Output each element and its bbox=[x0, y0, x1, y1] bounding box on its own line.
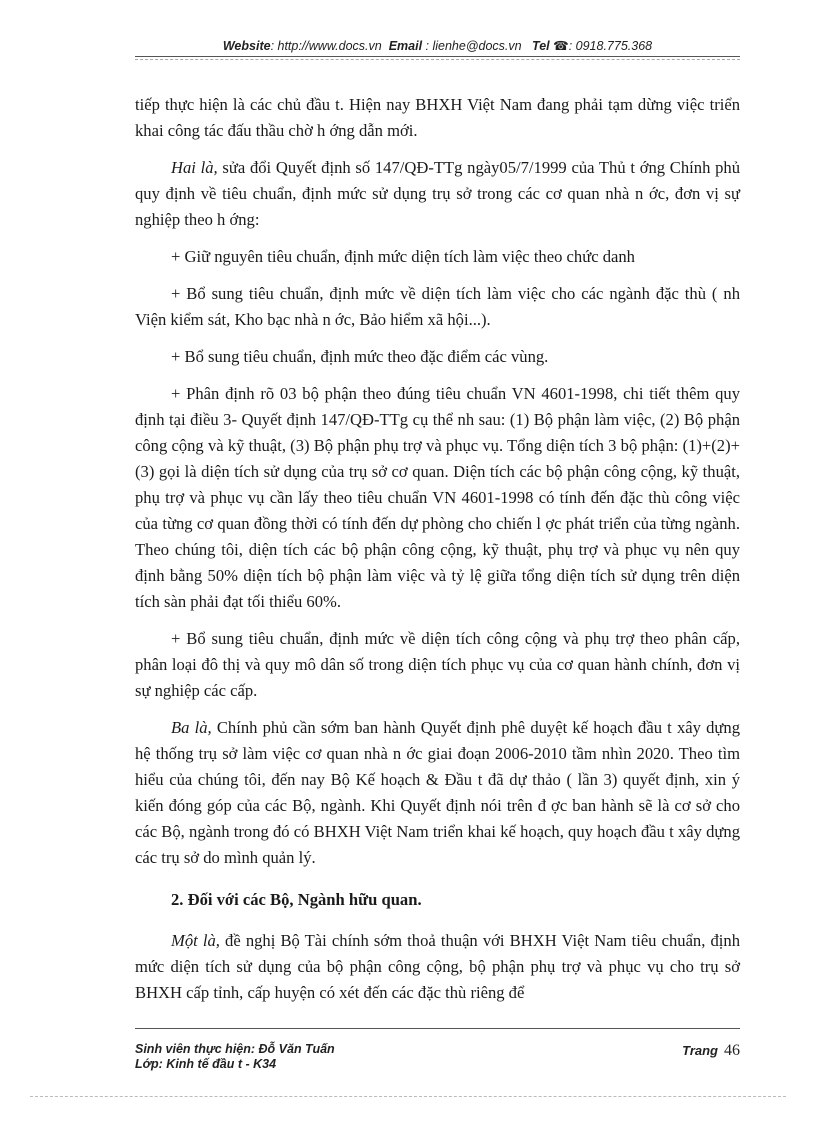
header-rule-dashed bbox=[135, 59, 740, 60]
paragraph-7: + Bổ sung tiêu chuẩn, định mức về diện tích công cộng và phụ trợ theo phân cấp, phân loại đô thị và quy mô dân số trong diện tích phục vụ của cơ quan hành chính, đơn vị sự nghiệp các cấp. bbox=[135, 629, 740, 700]
page-header bbox=[135, 38, 740, 58]
section-heading: 2. Đối với các Bộ, Ngành hữu quan. bbox=[171, 890, 422, 909]
paragraph-2-lead: Hai là, bbox=[171, 158, 218, 177]
paragraph-9-lead: Một là, bbox=[171, 931, 220, 950]
paragraph-6: + Phân định rõ 03 bộ phận theo đúng tiêu chuẩn VN 4601-1998, chi tiết thêm quy định tại điều 3- Quyết định 147/QĐ-TTg cụ thể nh sau: (1) Bộ phận làm việc, (2) Bộ phận công cộng và kỹ thuật, (3) Bộ phận phụ trợ và phục vụ. Tổng diện tích 3 bộ phận: (1)+(2)+(3) gọi là diện tích sử dụng của trụ sở cơ quan. Diện tích các bộ phận công cộng, kỹ thuật, phụ trợ và phục vụ cần lấy theo tiêu chuẩn VN 4601-1998 có tính đến đặc thù công việc của từng cơ quan đồng thời có tính đến dự phòng cho chiến l ợc phát triển của từng ngành. Theo chúng tôi, diện tích các bộ phận công cộng, kỹ thuật, phụ trợ và phục vụ nên quy định bằng 50% diện tích bộ phận làm việc và tỷ lệ giữa tổng diện tích sử dụng trên diện tích sàn phải đạt tối thiểu 60%. bbox=[135, 384, 740, 611]
tel-label: Tel bbox=[532, 39, 550, 53]
page-label: Trang bbox=[682, 1043, 718, 1058]
page-number-box bbox=[600, 1042, 740, 1060]
page-bottom-rule bbox=[30, 1096, 786, 1097]
paragraph-8-lead: Ba là, bbox=[171, 718, 212, 737]
footer-rule bbox=[135, 1028, 740, 1029]
paragraph-9-text: đề nghị Bộ Tài chính sớm thoả thuận với BHXH Việt Nam tiêu chuẩn, định mức diện tích sử dụng của bộ phận công cộng, bộ phận phụ trợ và phục vụ cho trụ sở BHXH cấp tỉnh, cấp huyện có xét đến các đặc thù riêng để bbox=[135, 931, 741, 1002]
paragraph-1: tiếp thực hiện là các chủ đầu t. Hiện nay BHXH Việt Nam đang phải tạm dừng việc triển khai công tác đấu thầu chờ h ớng dẫn mới. bbox=[135, 95, 740, 140]
website-value: : http://www.docs.vn bbox=[270, 39, 382, 53]
paragraph-9 bbox=[135, 928, 740, 1006]
paragraph-2-text: sửa đổi Quyết định số 147/QĐ-TTg ngày05/7/1999 của Thủ t ớng Chính phủ quy định về tiêu chuẩn, định mức sử dụng trụ sở trong các cơ quan nhà n ớc, đơn vị sự nghiệp theo h ớng: bbox=[135, 158, 740, 229]
page-footer-info bbox=[135, 1042, 555, 1072]
email-label: Email bbox=[388, 39, 423, 53]
paragraph-5: + Bổ sung tiêu chuẩn, định mức theo đặc điểm các vùng. bbox=[171, 347, 549, 366]
tel-value: : 0918.775.368 bbox=[568, 39, 653, 53]
paragraph-8-text: Chính phủ cần sớm ban hành Quyết định phê duyệt kế hoạch đầu t xây dựng hệ thống trụ sở làm việc cơ quan nhà n ớc giai đoạn 2006-2010 tầm nhìn 2020. Theo tìm hiểu của chúng tôi, đến nay Bộ Kế hoạch & Đầu t đã dự thảo ( lần 3) quyết định, xin ý kiến đóng góp của các Bộ, ngành. Khi Quyết định nói trên đ ợc ban hành sẽ là cơ sở cho các Bộ, ngành trong đó có BHXH Việt Nam triển khai kế hoạch, quy hoạch đầu t xây dựng các trụ sở do mình quản lý. bbox=[135, 718, 740, 867]
paragraph-8 bbox=[135, 715, 740, 871]
document-body bbox=[135, 92, 740, 1017]
class-name: Lớp: Kinh tế đầu t - K34 bbox=[135, 1057, 277, 1071]
paragraph-2 bbox=[135, 155, 740, 233]
header-rule bbox=[135, 56, 740, 57]
paragraph-3: + Giữ nguyên tiêu chuẩn, định mức diện tích làm việc theo chức danh bbox=[171, 247, 635, 266]
email-value: : lienhe@docs.vn bbox=[425, 39, 522, 53]
phone-icon: ☎ bbox=[553, 39, 569, 53]
student-name: Sinh viên thực hiện: Đỗ Văn Tuấn bbox=[135, 1042, 335, 1056]
page-number: 46 bbox=[724, 1042, 740, 1059]
paragraph-4: + Bổ sung tiêu chuẩn, định mức về diện tích làm việc cho các ngành đặc thù ( nh Viện kiểm sát, Kho bạc nhà n ớc, Bảo hiểm xã hội...). bbox=[135, 284, 740, 329]
website-label: Website bbox=[222, 39, 271, 53]
